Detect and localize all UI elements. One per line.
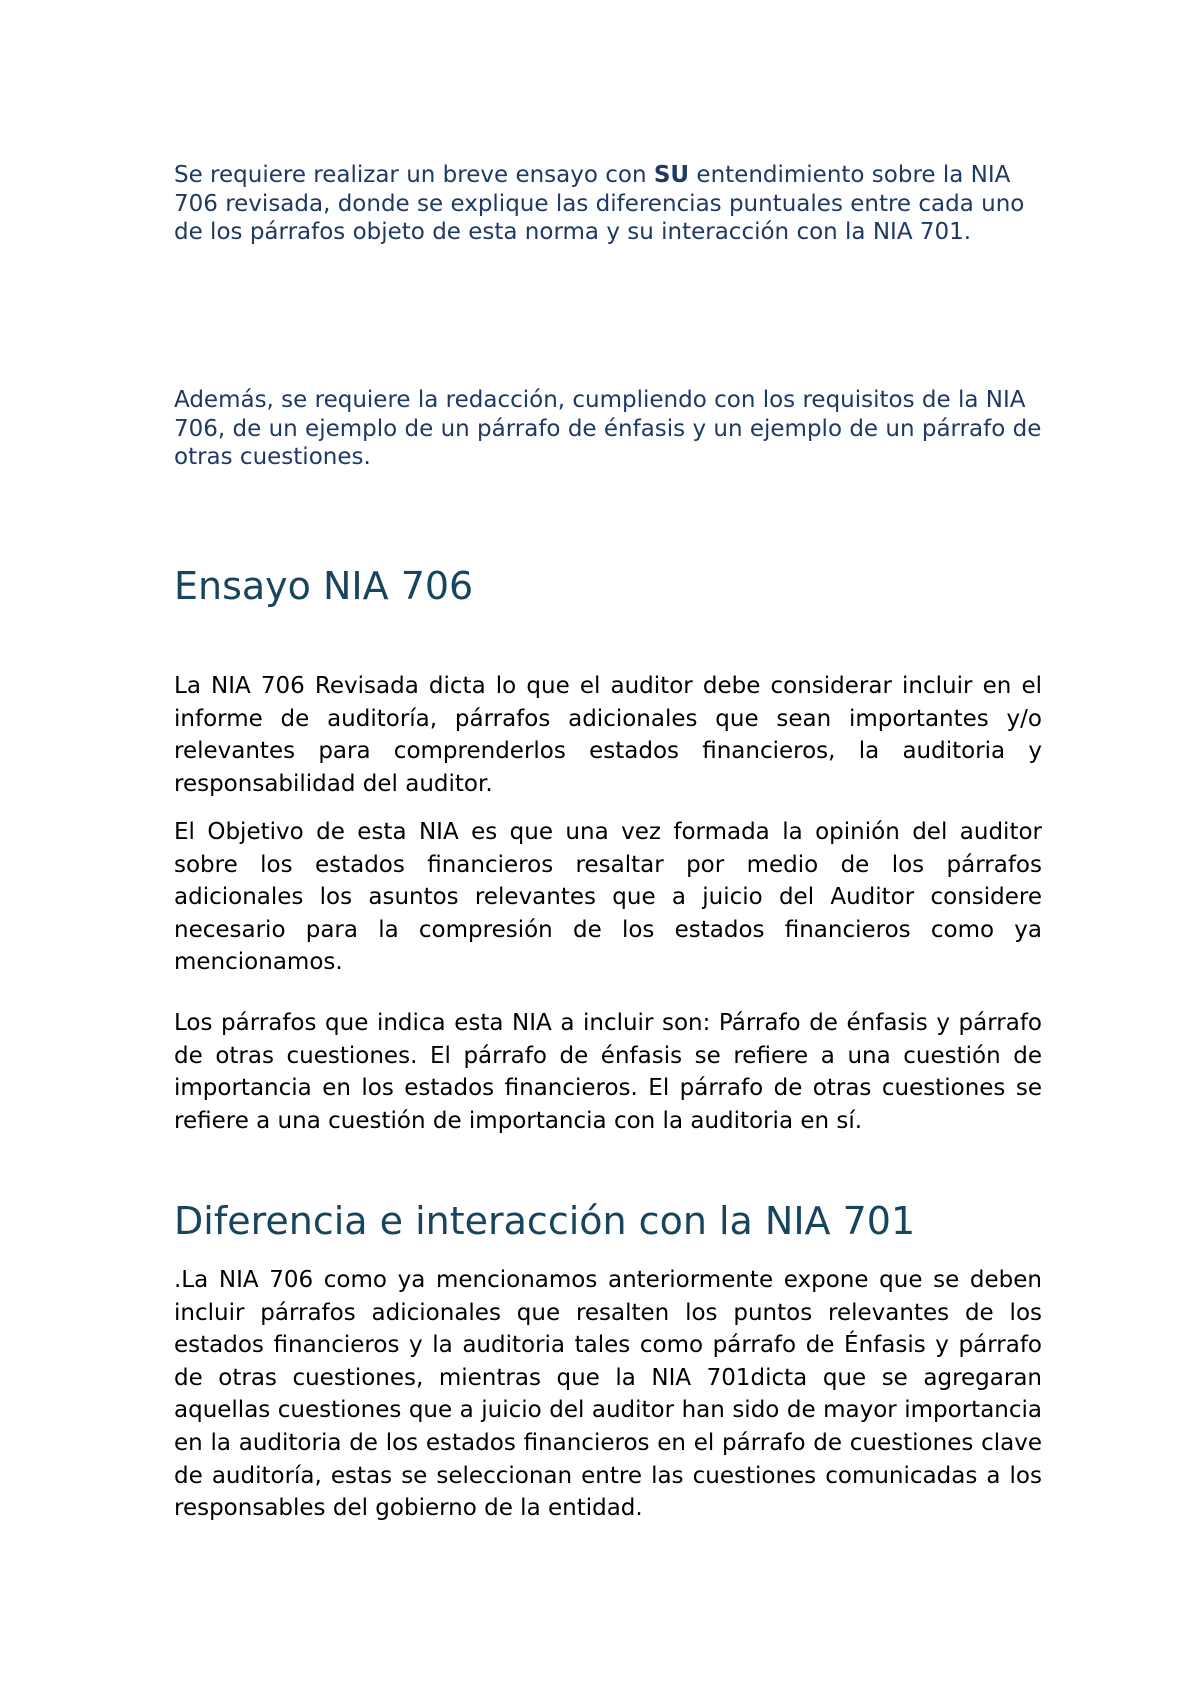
essay-title: Ensayo NIA 706 bbox=[174, 564, 474, 608]
section-title-nia-701: Diferencia e interacción con la NIA 701 bbox=[174, 1199, 916, 1243]
instruction-text-after: entendimiento sobre la NIA 706 revisada, donde se explique las diferencias puntuales entre cada uno de los párrafos objeto de esta norma y su interacción con la NIA 701. bbox=[174, 162, 1025, 245]
essay-paragraph-1: La NIA 706 Revisada dicta lo que el auditor debe considerar incluir en el informe de auditoría, párrafos adicionales que sean importantes y/o relevantes para comprenderlos estados financieros, la auditoria y responsabilidad del auditor. bbox=[174, 673, 1042, 797]
instruction-emphasis: SU bbox=[653, 162, 690, 188]
essay-paragraph-2: El Objetivo de esta NIA es que una vez formada la opinión del auditor sobre los estados financieros resaltar por medio de los párrafos adicionales los asuntos relevantes que a juicio del Auditor considere necesario para la compresión de los estados financieros como ya mencionamos. bbox=[174, 819, 1042, 976]
essay-paragraph-3: Los párrafos que indica esta NIA a incluir son: Párrafo de énfasis y párrafo de otras cuestiones. El párrafo de énfasis se refiere a una cuestión de importancia en los estados financieros. El párrafo de otras cuestiones se refiere a una cuestión de importancia con la auditoria en sí. bbox=[174, 1010, 1042, 1134]
instruction-paragraph-2: Además, se requiere la redacción, cumpliendo con los requisitos de la NIA 706, de un ejemplo de un párrafo de énfasis y un ejemplo de un párrafo de otras cuestiones. bbox=[174, 387, 1042, 470]
instruction-paragraph-1 bbox=[174, 161, 1054, 247]
instruction-text-before: Se requiere realizar un breve ensayo con bbox=[174, 162, 654, 188]
section-paragraph: .La NIA 706 como ya mencionamos anteriormente expone que se deben incluir párrafos adicionales que resalten los puntos relevantes de los estados financieros y la auditoria tales como párrafo de Énfasis y párrafo de otras cuestiones, mientras que la NIA 701dicta que se agregaran aquellas cuestiones que a juicio del auditor han sido de mayor importancia en la auditoria de los estados financieros en el párrafo de cuestiones clave de auditoría, estas se seleccionan entre las cuestiones comunicadas a los responsables del gobierno de la entidad. bbox=[174, 1267, 1042, 1522]
